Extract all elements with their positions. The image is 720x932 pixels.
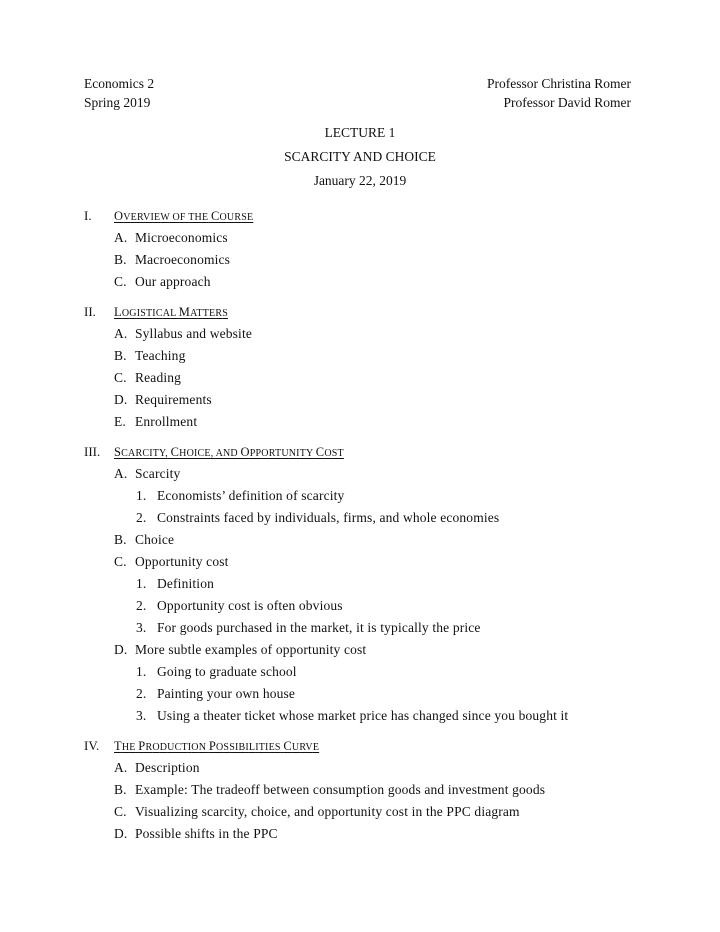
outline-item: B. Macroeconomics [114, 252, 231, 267]
outline-subitem: 3. For goods purchased in the market, it is typically the price [136, 620, 481, 635]
course-name: Economics 2 [84, 76, 155, 91]
outline-subitem: 1. Definition [136, 576, 214, 591]
outline-subitem: 3. Using a theater ticket whose market price has changed since you bought it [136, 708, 569, 723]
outline-item: A. Scarcity [114, 466, 181, 481]
professor-2: Professor David Romer [503, 95, 631, 110]
section-number: II. [84, 304, 96, 319]
outline-subitem: 2. Opportunity cost is often obvious [136, 598, 343, 613]
lecture-number: LECTURE 1 [324, 125, 396, 140]
outline-item: B. Choice [114, 532, 175, 547]
outline-item: B. Teaching [114, 348, 186, 363]
section-heading [84, 304, 228, 320]
section-title: SCARCITY, CHOICE, AND OPPORTUNITY COST [114, 445, 344, 459]
section-title: OVERVIEW OF THE COURSE [114, 209, 254, 223]
term: Spring 2019 [84, 95, 151, 110]
outline-item: A. Syllabus and website [114, 326, 252, 341]
lecture-date: January 22, 2019 [313, 173, 407, 188]
section-number: III. [84, 444, 101, 459]
outline-item: C. Our approach [114, 274, 211, 289]
outline-item: A. Description [114, 760, 200, 775]
section-number: I. [84, 208, 92, 223]
outline-subitem: 1. Economists’ definition of scarcity [136, 488, 345, 503]
outline-item: C. Reading [114, 370, 182, 385]
outline-item: C. Visualizing scarcity, choice, and opportunity cost in the PPC diagram [114, 804, 520, 819]
course-info [84, 76, 154, 114]
section-heading [84, 444, 344, 460]
outline-subitem: 2. Constraints faced by individuals, firms, and whole economies [136, 510, 500, 525]
outline-item: D. More subtle examples of opportunity cost [114, 642, 367, 657]
professor-1: Professor Christina Romer [487, 76, 631, 91]
section-number: IV. [84, 738, 100, 753]
outline-subitem: 1. Going to graduate school [136, 664, 297, 679]
outline-item: B. Example: The tradeoff between consumption goods and investment goods [114, 782, 546, 797]
outline-item: D. Requirements [114, 392, 212, 407]
outline-item: A. Microeconomics [114, 230, 228, 245]
instructor-info [487, 76, 631, 114]
lecture-topic: SCARCITY AND CHOICE [284, 149, 436, 164]
outline-item: D. Possible shifts in the PPC [114, 826, 278, 841]
section-title: THE PRODUCTION POSSIBILITIES CURVE [114, 739, 320, 753]
section-title: LOGISTICAL MATTERS [114, 305, 228, 319]
outline-subitem: 2. Painting your own house [136, 686, 296, 701]
section-heading [84, 208, 253, 224]
section-heading [84, 738, 319, 754]
outline-item: E. Enrollment [114, 414, 198, 429]
outline-item: C. Opportunity cost [114, 554, 229, 569]
